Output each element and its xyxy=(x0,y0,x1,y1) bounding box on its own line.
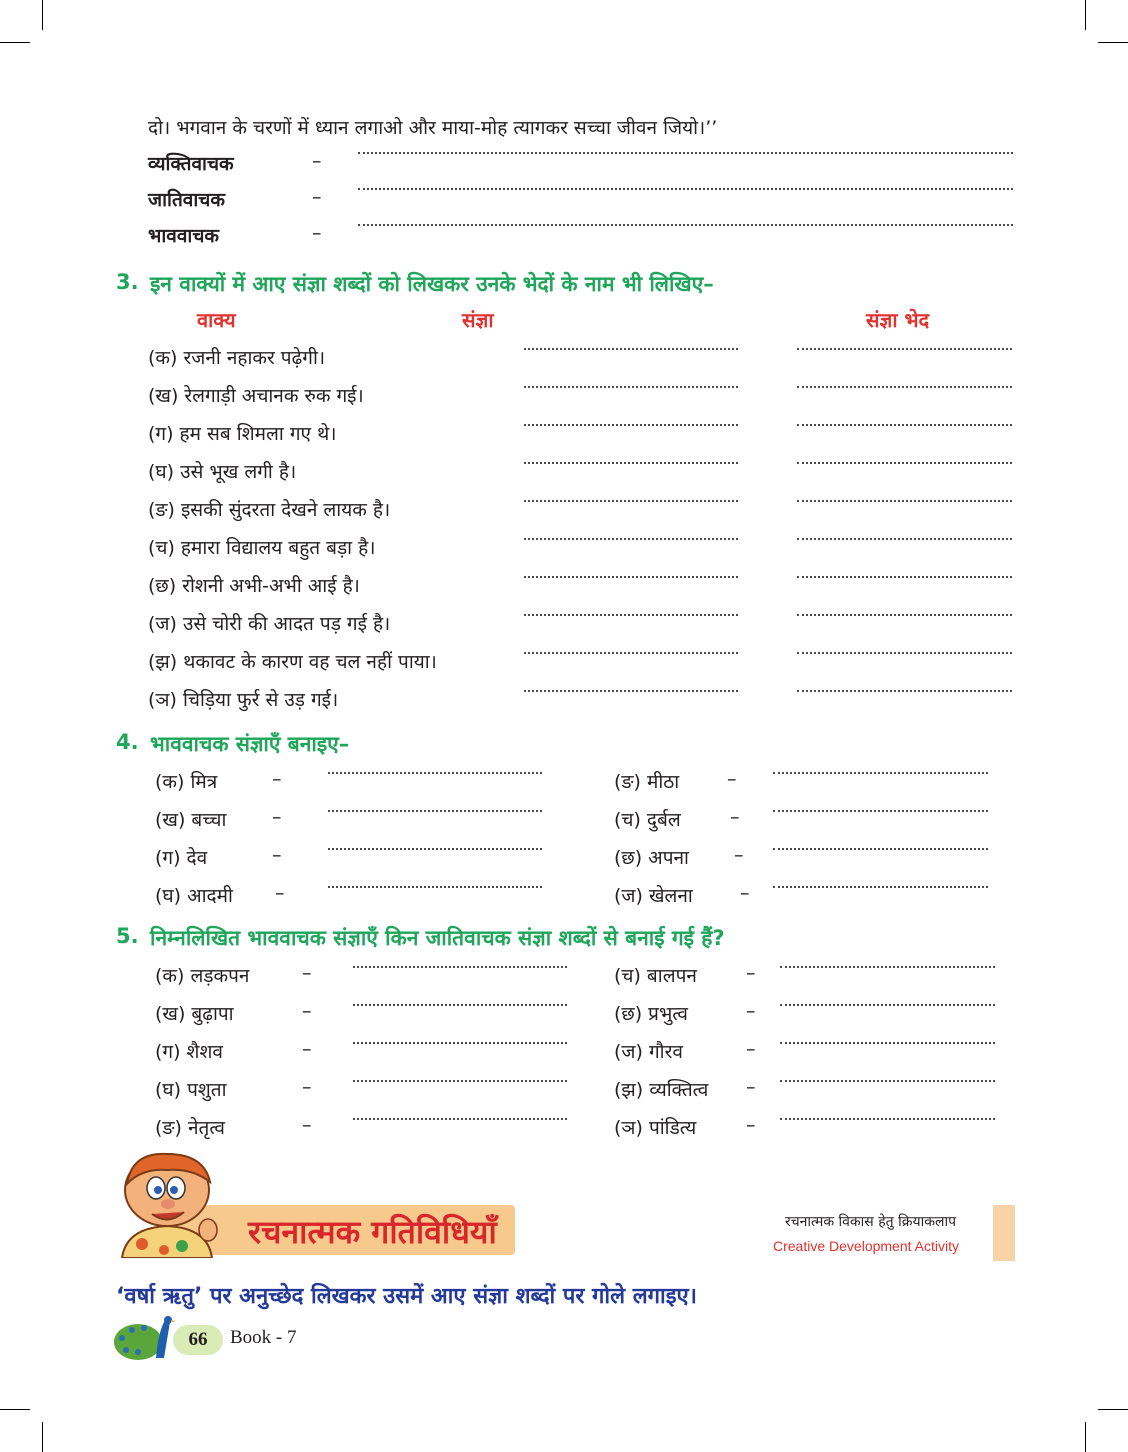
q4-title: भाववाचक संज्ञाएँ बनाइए– xyxy=(150,732,350,756)
q5-right-label: (ज) गौरव xyxy=(614,1041,683,1063)
crop-mark xyxy=(42,1422,43,1452)
type-answer-line[interactable] xyxy=(797,614,1012,616)
crop-mark xyxy=(1085,1422,1086,1452)
q4-right-label: (ङ) मीठा xyxy=(614,771,680,793)
noun-answer-line[interactable] xyxy=(524,538,738,540)
q4-right-label: (छ) अपना xyxy=(614,847,689,869)
answer-line[interactable] xyxy=(780,1118,995,1120)
q4-left-label: (क) मित्र xyxy=(155,771,218,793)
q4-dash: – xyxy=(730,806,740,828)
answer-line[interactable] xyxy=(780,1080,995,1082)
type-answer-line[interactable] xyxy=(797,462,1012,464)
q3-sentence: (ङ) इसकी सुंदरता देखने लायक है। xyxy=(148,499,391,521)
q4-left-label: (ख) बच्चा xyxy=(155,809,227,831)
type-answer-line[interactable] xyxy=(797,386,1012,388)
crop-mark xyxy=(1098,1409,1128,1410)
noun-answer-line[interactable] xyxy=(524,690,738,692)
q4-dash: – xyxy=(734,844,744,866)
noun-answer-line[interactable] xyxy=(524,348,738,350)
answer-line[interactable] xyxy=(780,1042,995,1044)
intro-dash: – xyxy=(312,150,322,172)
intro-line: दो। भगवान के चरणों में ध्यान लगाओ और माया-मोह त्यागकर सच्चा जीवन जियो।’’ xyxy=(148,117,718,139)
answer-line[interactable] xyxy=(328,886,542,888)
page-number: 66 xyxy=(173,1325,223,1355)
answer-line[interactable] xyxy=(358,224,1013,226)
q5-left-label: (ङ) नेतृत्व xyxy=(155,1117,225,1139)
intro-label: जातिवाचक xyxy=(148,189,225,211)
noun-answer-line[interactable] xyxy=(524,462,738,464)
q3-sentence: (क) रजनी नहाकर पढ़ेगी। xyxy=(148,347,326,369)
noun-answer-line[interactable] xyxy=(524,424,738,426)
q5-dash: – xyxy=(746,1076,756,1098)
type-answer-line[interactable] xyxy=(797,576,1012,578)
q5-dash: – xyxy=(302,1114,312,1136)
creative-subtitle-hindi: रचनात्मक विकास हेतु क्रियाकलाप xyxy=(785,1214,957,1230)
answer-line[interactable] xyxy=(358,152,1013,154)
q4-dash: – xyxy=(272,806,282,828)
noun-answer-line[interactable] xyxy=(524,500,738,502)
type-answer-line[interactable] xyxy=(797,500,1012,502)
q4-left-label: (घ) आदमी xyxy=(155,885,233,907)
answer-line[interactable] xyxy=(328,810,542,812)
q5-dash: – xyxy=(746,1000,756,1022)
intro-label: व्यक्तिवाचक xyxy=(148,153,234,175)
type-answer-line[interactable] xyxy=(797,424,1012,426)
answer-line[interactable] xyxy=(773,810,988,812)
answer-line[interactable] xyxy=(328,848,542,850)
q3-number: 3. xyxy=(116,270,139,294)
noun-answer-line[interactable] xyxy=(524,386,738,388)
column-noun: संज्ञा xyxy=(462,308,494,332)
q3-title: इन वाक्यों में आए संज्ञा शब्दों को लिखकर उनके भेदों के नाम भी लिखिए– xyxy=(150,272,714,296)
q3-sentence: (छ) रोशनी अभी-अभी आई है। xyxy=(148,575,360,597)
q4-dash: – xyxy=(272,844,282,866)
answer-line[interactable] xyxy=(328,772,542,774)
q5-right-label: (च) बालपन xyxy=(614,965,697,987)
noun-answer-line[interactable] xyxy=(524,614,738,616)
answer-line[interactable] xyxy=(773,886,988,888)
peacock-icon xyxy=(112,1312,176,1364)
creative-task: ‘वर्षा ऋतु’ पर अनुच्छेद लिखकर उसमें आए संज्ञा शब्दों पर गोले लगाइए। xyxy=(116,1284,698,1309)
crop-mark xyxy=(1098,42,1128,43)
q5-dash: – xyxy=(746,962,756,984)
answer-line[interactable] xyxy=(773,772,988,774)
q5-right-label: (ञ) पांडित्य xyxy=(614,1117,697,1139)
q5-right-label: (झ) व्यक्तित्व xyxy=(614,1079,709,1101)
q5-dash: – xyxy=(302,1076,312,1098)
noun-answer-line[interactable] xyxy=(524,652,738,654)
type-answer-line[interactable] xyxy=(797,652,1012,654)
intro-dash: – xyxy=(312,186,322,208)
column-sentence: वाक्य xyxy=(197,308,236,332)
q3-sentence: (घ) उसे भूख लगी है। xyxy=(148,461,297,483)
q4-right-label: (ज) खेलना xyxy=(614,885,693,907)
q4-left-label: (ग) देव xyxy=(155,847,208,869)
crop-mark xyxy=(42,0,43,30)
answer-line[interactable] xyxy=(353,966,567,968)
q4-number: 4. xyxy=(116,730,139,754)
type-answer-line[interactable] xyxy=(797,538,1012,540)
q5-left-label: (ख) बुढ़ापा xyxy=(155,1003,234,1025)
q3-sentence: (ग) हम सब शिमला गए थे। xyxy=(148,423,337,445)
noun-answer-line[interactable] xyxy=(524,576,738,578)
q3-sentence: (ज) उसे चोरी की आदत पड़ गई है। xyxy=(148,613,391,635)
q4-dash: – xyxy=(272,768,282,790)
q4-dash: – xyxy=(727,768,737,790)
q5-title: निम्नलिखित भाववाचक संज्ञाएँ किन जातिवाचक संज्ञा शब्दों से बनाई गई हैं? xyxy=(150,926,725,950)
q4-dash: – xyxy=(275,882,285,904)
q3-sentence: (ञ) चिड़िया फुर्र से उड़ गई। xyxy=(148,689,339,711)
creative-side-bar xyxy=(993,1205,1015,1261)
q5-dash: – xyxy=(302,1038,312,1060)
answer-line[interactable] xyxy=(773,848,988,850)
intro-dash: – xyxy=(312,222,322,244)
intro-label: भाववाचक xyxy=(148,225,219,247)
answer-line[interactable] xyxy=(353,1080,567,1082)
answer-line[interactable] xyxy=(353,1004,567,1006)
q5-left-label: (क) लड़कपन xyxy=(155,965,250,987)
book-label: Book - 7 xyxy=(230,1327,297,1348)
crop-mark xyxy=(0,42,30,43)
q5-dash: – xyxy=(746,1114,756,1136)
q3-sentence: (च) हमारा विद्यालय बहुत बड़ा है। xyxy=(148,537,376,559)
q5-dash: – xyxy=(302,962,312,984)
cartoon-boy-illustration xyxy=(112,1150,222,1258)
q5-number: 5. xyxy=(116,924,139,948)
q5-left-label: (ग) शैशव xyxy=(155,1041,223,1063)
crop-mark xyxy=(1085,0,1086,30)
q5-dash: – xyxy=(746,1038,756,1060)
creative-subtitle-english: Creative Development Activity xyxy=(773,1238,959,1254)
q5-dash: – xyxy=(302,1000,312,1022)
answer-line[interactable] xyxy=(780,1004,995,1006)
type-answer-line[interactable] xyxy=(797,690,1012,692)
q5-right-label: (छ) प्रभुत्व xyxy=(614,1003,688,1025)
answer-line[interactable] xyxy=(780,966,995,968)
answer-line[interactable] xyxy=(353,1042,567,1044)
q3-sentence: (झ) थकावट के कारण वह चल नहीं पाया। xyxy=(148,651,437,673)
q3-sentence: (ख) रेलगाड़ी अचानक रुक गई। xyxy=(148,385,364,407)
q5-left-label: (घ) पशुता xyxy=(155,1079,227,1101)
q4-dash: – xyxy=(740,882,750,904)
answer-line[interactable] xyxy=(358,188,1013,190)
crop-mark xyxy=(0,1409,30,1410)
creative-title: रचनात्मक गतिविधियाँ xyxy=(248,1213,497,1251)
answer-line[interactable] xyxy=(353,1118,567,1120)
column-type: संज्ञा भेद xyxy=(866,308,930,332)
q4-right-label: (च) दुर्बल xyxy=(614,809,681,831)
type-answer-line[interactable] xyxy=(797,348,1012,350)
